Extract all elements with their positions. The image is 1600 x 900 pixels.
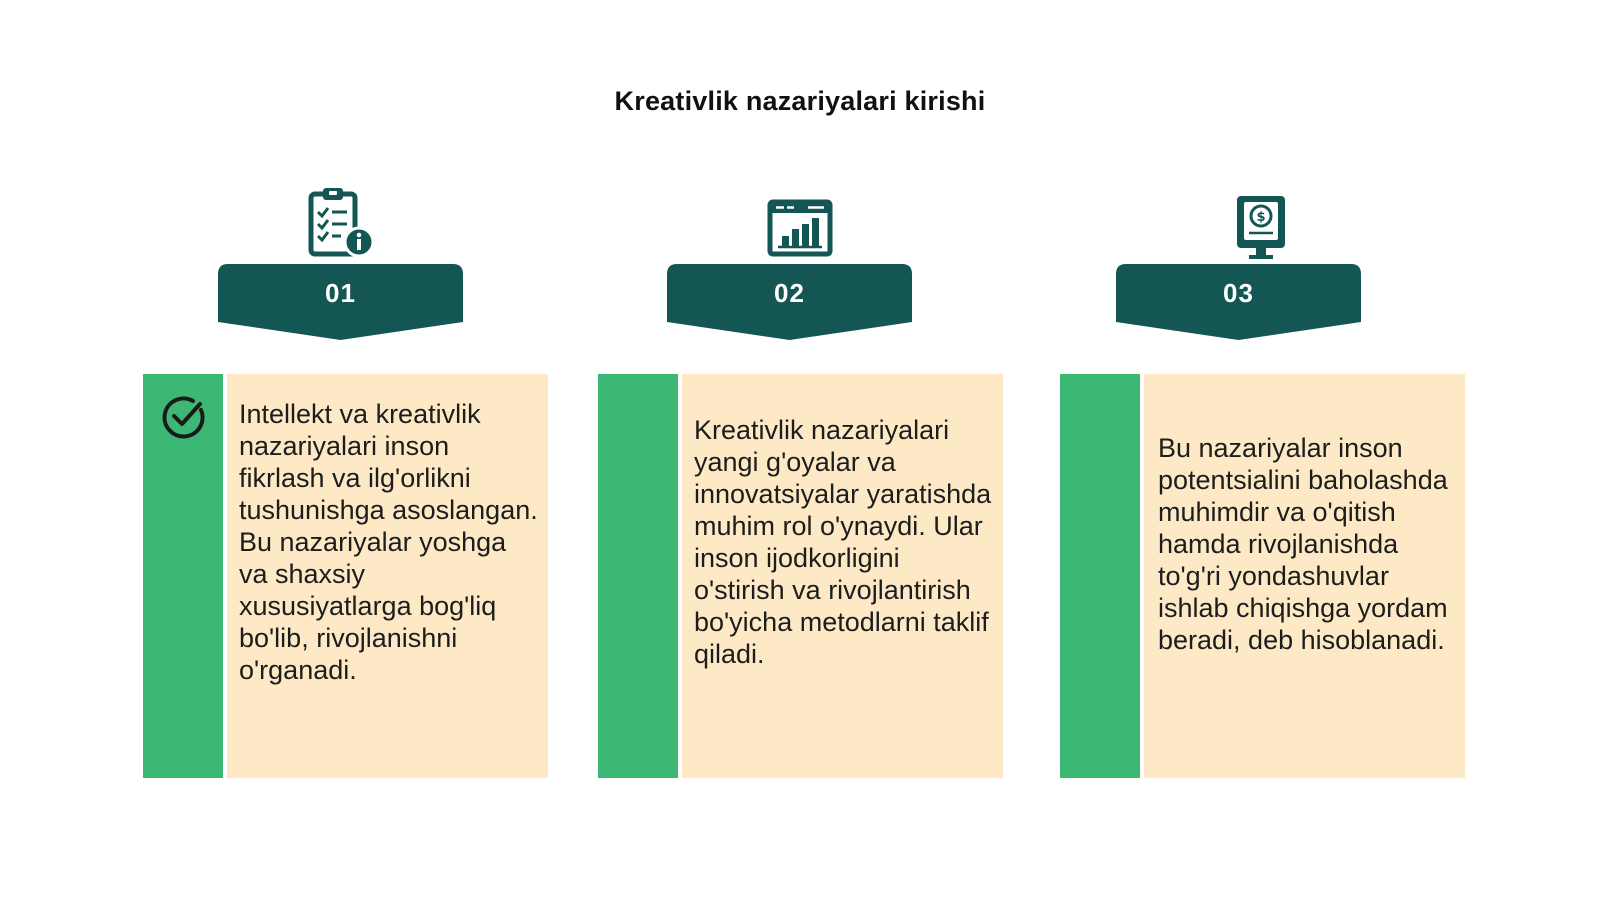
monitor-dollar-icon	[1221, 186, 1301, 266]
check-circle-icon	[161, 394, 207, 440]
step-number: 01	[325, 278, 356, 308]
svg-text:$: $	[1256, 210, 1266, 225]
info-card-02	[598, 374, 1003, 778]
clipboard-checklist-info-icon	[305, 186, 385, 266]
browser-bar-chart-icon	[760, 186, 840, 266]
card-panel	[227, 374, 548, 778]
info-card-01	[143, 374, 548, 778]
step-number: 02	[774, 278, 805, 308]
card-text: Intellekt va kreativlik nazariyalari inson fikrlash va ilg'orlikni tushunishga asoslangan. Bu nazariyalar yoshga va shaxsiy xususiyatlarga bog'liq bo'lib, rivojlanishni o'rganadi.	[239, 399, 538, 685]
card-accent-strip	[598, 374, 678, 778]
info-card-03	[1060, 374, 1465, 778]
step-number: 03	[1223, 278, 1254, 308]
step-badge-03	[1116, 264, 1361, 344]
step-badge-02	[667, 264, 912, 344]
page-title: Kreativlik nazariyalari kirishi	[614, 86, 986, 116]
step-badge-01	[218, 264, 463, 344]
card-panel	[682, 374, 1003, 778]
card-accent-strip	[1060, 374, 1140, 778]
card-text: Kreativlik nazariyalari yangi g'oyalar va innovatsiyalar yaratishda muhim rol o'ynaydi. Ular inson ijodkorligini o'stirish va rivojlantirish bo'yicha metodlarni taklif qiladi.	[694, 415, 992, 669]
card-panel	[1144, 374, 1465, 778]
card-text: Bu nazariyalar inson potentsialini baholashda muhimdir va o'qitish hamda rivojlanishda to'g'ri yondashuvlar ishlab chiqishga yordam beradi, deb hisoblanadi.	[1158, 433, 1448, 655]
card-accent-strip	[143, 374, 223, 778]
